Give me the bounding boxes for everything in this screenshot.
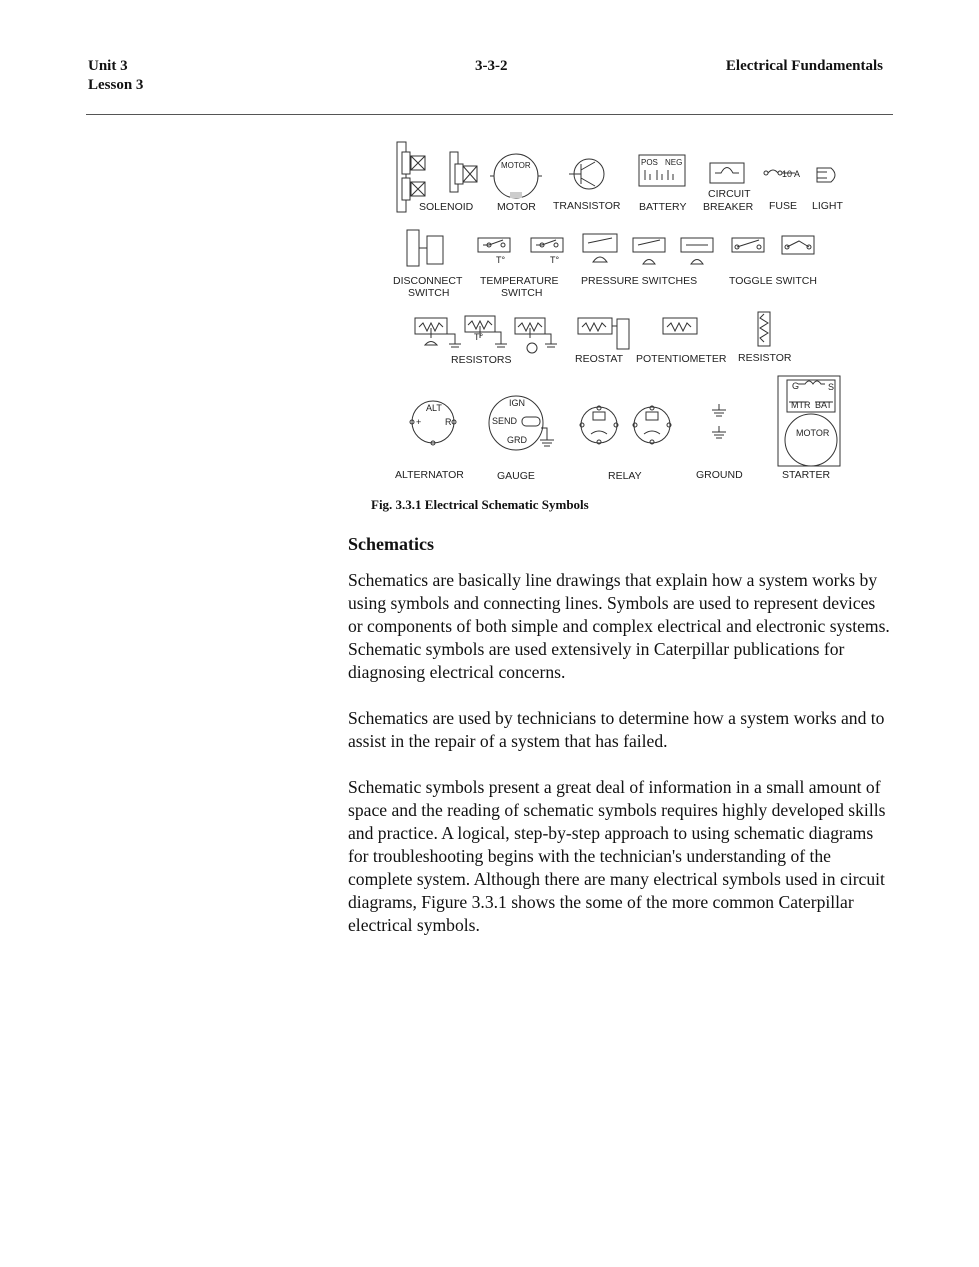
light-symbol [817,168,835,182]
body-text [348,569,893,960]
starter-label: STARTER [782,469,831,481]
alt-plus-label: + [416,417,422,427]
resistor-temp-mark: T° [474,332,484,342]
paragraph-1: Schematics are basically line drawings that explain how a system works by using symbols and connecting lines. Symbols are used to represent devices or components of both simple and complex electrical and electronic systems. Schematic symbols are used extensively in Caterpillar publications for diagnosing electrical concerns. [348,570,890,682]
reostat-label: REOSTAT [575,353,624,365]
motor-label: MOTOR [497,201,536,213]
toggle-switch-symbol [732,236,814,254]
alternator-label: ALTERNATOR [395,469,464,481]
figure-caption: Fig. 3.3.1 Electrical Schematic Symbols [371,497,589,512]
pressure-switches-label: PRESSURE SWITCHES [581,275,698,287]
unit-label: Unit 3 [88,58,128,74]
potentiometer-label: POTENTIOMETER [636,353,727,365]
gauge-label: GAUGE [497,470,535,482]
course-title: Electrical Fundamentals [725,58,883,74]
battery-neg-label: NEG [665,158,683,167]
gauge-grd-label: GRD [507,435,527,445]
temp-mark-1: T° [496,255,506,265]
paragraph-3: Schematic symbols present a great deal of information in a small amount of space and the reading of schematic symbols requires highly developed skills and practice. A logical, step-by-step approach to using schematic diagrams for troubleshooting begins with the technician's understanding of the complete system. Although there are many electrical symbols used in circuit diagrams, Figure 3.3.1 shows the some of the more common Caterpillar electrical symbols. [348,777,886,935]
toggle-switch-label: TOGGLE SWITCH [729,275,817,287]
relay-symbol [580,406,671,444]
battery-pos-label: POS [641,158,658,167]
starter-bat-label: BAT [815,400,832,410]
ground-symbol [712,404,726,438]
temp-mark-2: T° [550,255,560,265]
starter-motor-label: MOTOR [796,428,830,438]
alt-inner-label: ALT [426,403,442,413]
motor-inner-label: MOTOR [501,161,531,170]
ground-label: GROUND [696,469,743,481]
light-label: LIGHT [812,200,843,212]
starter-s-label: S [828,382,835,392]
header-divider [86,114,893,115]
lesson-label: Lesson 3 [88,77,144,93]
starter-g-label: G [792,381,800,391]
battery-label: BATTERY [639,201,687,213]
resistor-symbol [758,312,770,346]
circuit-breaker-symbol [710,163,744,183]
gauge-ign-label: IGN [509,398,526,408]
disconnect-label-2: SWITCH [408,287,450,299]
resistors-symbol [415,316,557,353]
alt-r-label: R [445,417,452,427]
fuse-rating-label: 10 A [782,169,801,179]
transistor-symbol [569,159,604,189]
resistors-label: RESISTORS [451,354,512,366]
resistor-label: RESISTOR [738,352,792,364]
page-number: 3-3-2 [475,58,508,74]
temperature-label-1: TEMPERATURE [480,275,559,287]
reostat-symbol [578,318,629,349]
fuse-label: FUSE [769,200,798,212]
solenoid-label: SOLENOID [419,201,474,213]
potentiometer-symbol [663,318,697,334]
disconnect-switch-symbol [407,230,443,266]
disconnect-label-1: DISCONNECT [393,275,463,287]
transistor-label: TRANSISTOR [553,200,621,212]
section-title: Schematics [348,534,434,554]
schematic-symbols-figure [385,138,855,488]
circuit-label: CIRCUIT [708,188,751,200]
temperature-label-2: SWITCH [501,287,543,299]
temperature-switch-symbol [478,238,563,252]
pressure-switches-symbol [583,234,713,264]
gauge-send-label: SEND [492,416,518,426]
breaker-label: BREAKER [703,201,754,213]
page-header-left [88,57,143,95]
starter-mtr-label: MTR [791,400,811,410]
paragraph-2: Schematics are used by technicians to determine how a system works and to assist in the repair of a system that has failed. [348,708,885,751]
relay-label: RELAY [608,470,642,482]
